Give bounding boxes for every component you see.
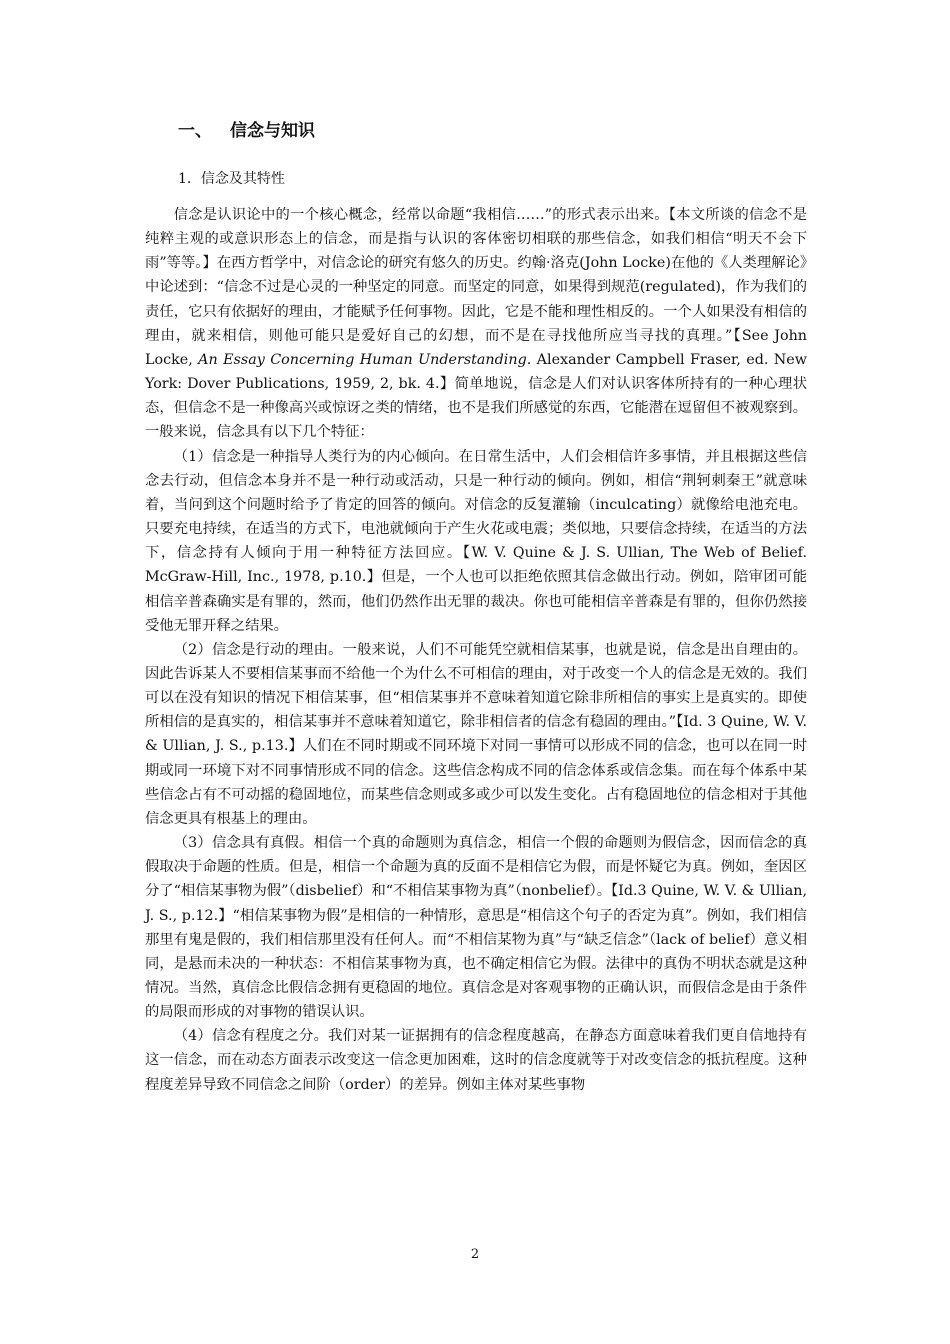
subsection-heading: 1．信念及其特性	[178, 171, 285, 187]
paragraph-text: （4）信念有程度之分。我们对某一证据拥有的信念程度越高，在静态方面意味着我们更自信地持有这一信念，而在动态方面表示改变这一信念更加困难，这时的信念度就等于对改变信念的抵抗程度。这种程度差异导致不同信念之间阶（order）的差异。例如主体对某些事物	[145, 1028, 807, 1093]
section-number: 一、	[178, 121, 212, 141]
paragraph-text: Alexander Campbell Fraser, ed. New York: Dover Publications, 1959, 2, bk. 4.】简单地说，信念是人们对认识客体所持有的一种心理状态，但信念不是一种像高兴或惊讶之类的情绪，也不是我们所感觉的东西，它能潜在逗留但不被观察到。一般来说，信念具有以下几个特征：	[145, 351, 807, 441]
paragraph-text: （2）信念是行动的理由。一般来说，人们不可能凭空就相信某事，也就是说，信念是出自理由的。因此告诉某人不要相信某事而不给他一个为什么不可相信的理由，对于改变一个人的信念是无效的。我们可以在没有知识的情况下相信某事，但“相信某事并不意味着知道它除非所相信的事实上是真实的。即使所相信的是真实的，相信某事并不意味着知道它，除非相信者的信念有稳固的理由。”【Id. 3 Quine, W. V. & Ullian, J. S., p.13.】人们在不同时期或不同环境下对同一事情可以形成不同的信念，也可以在同一时期或同一环境下对不同事情形成不同的信念。这些信念构成不同的信念体系或信念集。而在每个体系中某些信念占有不可动摇的稳固地位，而某些信念则或多或少可以发生变化。占有稳固地位的信念相对于其他信念更具有根基上的理由。	[145, 641, 807, 827]
paragraph-text: 信念是认识论中的一个核心概念，经常以命题“我相信……”的形式表示出来。【本文所谈的信念不是纯粹主观的或意识形态上的信念，而是指与认识的客体密切相联的那些信念，如我们相信“明天不会下雨”等等。】在西方哲学中，对信念论的研究有悠久的历史。约翰·洛克(John Locke)在他的《人类理解论》中论述到：“信念不过是心灵的一种坚定的同意。而坚定的同意，如果得到规范(regulated)，作为我们的责任，它只有依据好的理由，才能赋予任何事物。因此，它是不能和理性相反的。一个人如果没有相信的理由，就来相信，则他可能只是爱好自己的幻想，而不是在寻找他所应当寻找的真理。”【See John Locke,	[145, 207, 807, 368]
body-paragraph	[145, 638, 807, 831]
section-heading	[178, 116, 315, 141]
body-paragraph	[145, 1024, 807, 1096]
body-paragraph	[145, 445, 807, 638]
body-paragraph	[145, 831, 807, 1024]
body-paragraph	[145, 203, 807, 445]
paragraph-text: （3）信念具有真假。相信一个真的命题则为真信念，相信一个假的命题则为假信念，因而信念的真假取决于命题的性质。但是，相信一个命题为真的反面不是相信它为假，而是怀疑它为真。例如，奎因区分了“相信某事物为假”（disbelief）和“不相信某事物为真”（nonbelief）。【Id.3 Quine, W. V. & Ullian, J. S., p.12.】“相信某事物为假”是相信的一种情形，意思是“相信这个句子的否定为真”。例如，我们相信那里有鬼是假的，我们相信那里没有任何人。而“不相信某物为真”与“缺乏信念”（lack of belief）意义相同，是悬而未决的一种状态：不相信某事物为真，也不确定相信它为假。法律中的真伪不明状态就是这种情况。当然，真信念比假信念拥有更稳固的地位。真信念是对客观事物的正确认识，而假信念是由于条件的局限而形成的对事物的错误认识。	[145, 835, 807, 1021]
page-number: 2	[470, 1247, 480, 1262]
paragraph-text: （1）信念是一种指导人类行为的内心倾向。在日常生活中，人们会相信许多事情，并且根据这些信念去行动，但信念本身并不是一种行动或活动，只是一种行动的倾向。例如，相信“荆轲刺秦王”就意味着，当问到这个问题时给予了肯定的回答的倾向。对信念的反复灌输（inculcating）就像给电池充电。只要充电持续，在适当的方式下，电池就倾向于产生火花或电震；类似地，只要信念持续，在适当的方法下，信念持有人倾向于用一种特征方法回应。【W. V. Quine & J. S. Ullian, The Web of Belief. McGraw-Hill, Inc., 1978, p.10.】但是，一个人也可以拒绝依照其信念做出行动。例如，陪审团可能相信辛普森确实是有罪的，然而，他们仍然作出无罪的裁决。你也可能相信辛普森是有罪的，但你仍然接受他无罪开释之结果。	[145, 448, 807, 634]
section-title: 信念与知识	[230, 121, 315, 141]
book-title-italic: An Essay Concerning Human Understanding.	[198, 351, 532, 368]
body-text	[145, 203, 807, 1097]
